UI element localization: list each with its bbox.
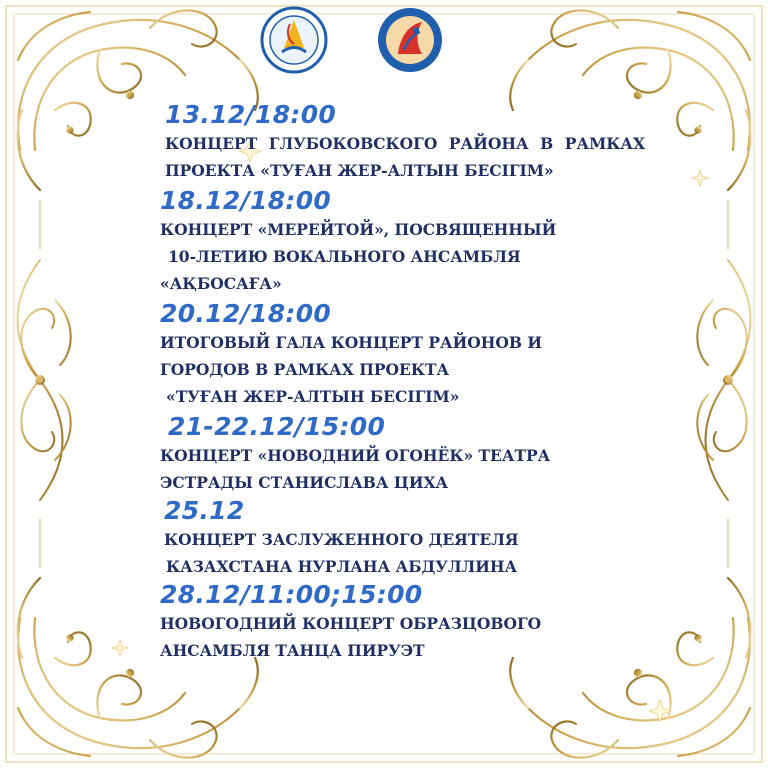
event-description <box>160 526 660 580</box>
event-date: 28.12/11:00;15:00 <box>160 580 423 609</box>
event-date: 20.12/18:00 <box>160 299 332 328</box>
event-line: КОНЦЕРТ «МЕРЕЙТОЙ», ПОСВЯЩЕННЫЙ <box>160 220 557 239</box>
event-item <box>160 186 660 297</box>
right-emblem-icon <box>376 6 444 74</box>
event-line: ГОРОДОВ В РАМКАХ ПРОЕКТА <box>160 360 450 379</box>
event-line: «АҚБОСАҒА» <box>160 274 282 293</box>
event-item <box>160 496 660 580</box>
event-date: 25.12 <box>164 496 245 525</box>
event-line: КОНЦЕРТ ГЛУБОКОВСКОГО РАЙОНА В РАМКАХ <box>165 134 645 153</box>
event-line: ЭСТРАДЫ СТАНИСЛАВА ЦИХА <box>160 473 449 492</box>
left-emblem-icon <box>260 6 328 74</box>
event-item <box>160 412 660 496</box>
event-line: ИТОГОВЫЙ ГАЛА КОНЦЕРТ РАЙОНОВ И <box>160 333 543 352</box>
event-line: КОНЦЕРТ «НОВОДНИЙ ОГОНЁК» ТЕАТРА <box>160 446 551 465</box>
event-description <box>160 216 660 297</box>
event-item <box>165 100 660 184</box>
event-date: 13.12/18:00 <box>165 100 337 129</box>
event-line: 10-ЛЕТИЮ ВОКАЛЬНОГО АНСАМБЛЯ <box>168 247 521 266</box>
event-line: КАЗАХСТАНА НУРЛАНА АБДУЛЛИНА <box>166 557 518 576</box>
event-description <box>160 329 660 410</box>
event-item <box>160 299 660 410</box>
event-date: 21-22.12/15:00 <box>168 412 386 441</box>
event-line: АНСАМБЛЯ ТАНЦА ПИРУЭТ <box>160 641 425 660</box>
event-description <box>165 130 645 184</box>
events-list <box>160 100 660 664</box>
event-line: НОВОГОДНИЙ КОНЦЕРТ ОБРАЗЦОВОГО <box>160 614 542 633</box>
event-line: «ТУҒАН ЖЕР-АЛТЫН БЕСІГІМ» <box>166 387 460 406</box>
event-line: КОНЦЕРТ ЗАСЛУЖЕННОГО ДЕЯТЕЛЯ <box>164 530 519 549</box>
event-item <box>160 580 660 664</box>
event-description <box>160 442 660 496</box>
event-description <box>160 610 660 664</box>
event-date: 18.12/18:00 <box>160 186 332 215</box>
event-line: ПРОЕКТА «ТУҒАН ЖЕР-АЛТЫН БЕСІГІМ» <box>165 161 554 180</box>
